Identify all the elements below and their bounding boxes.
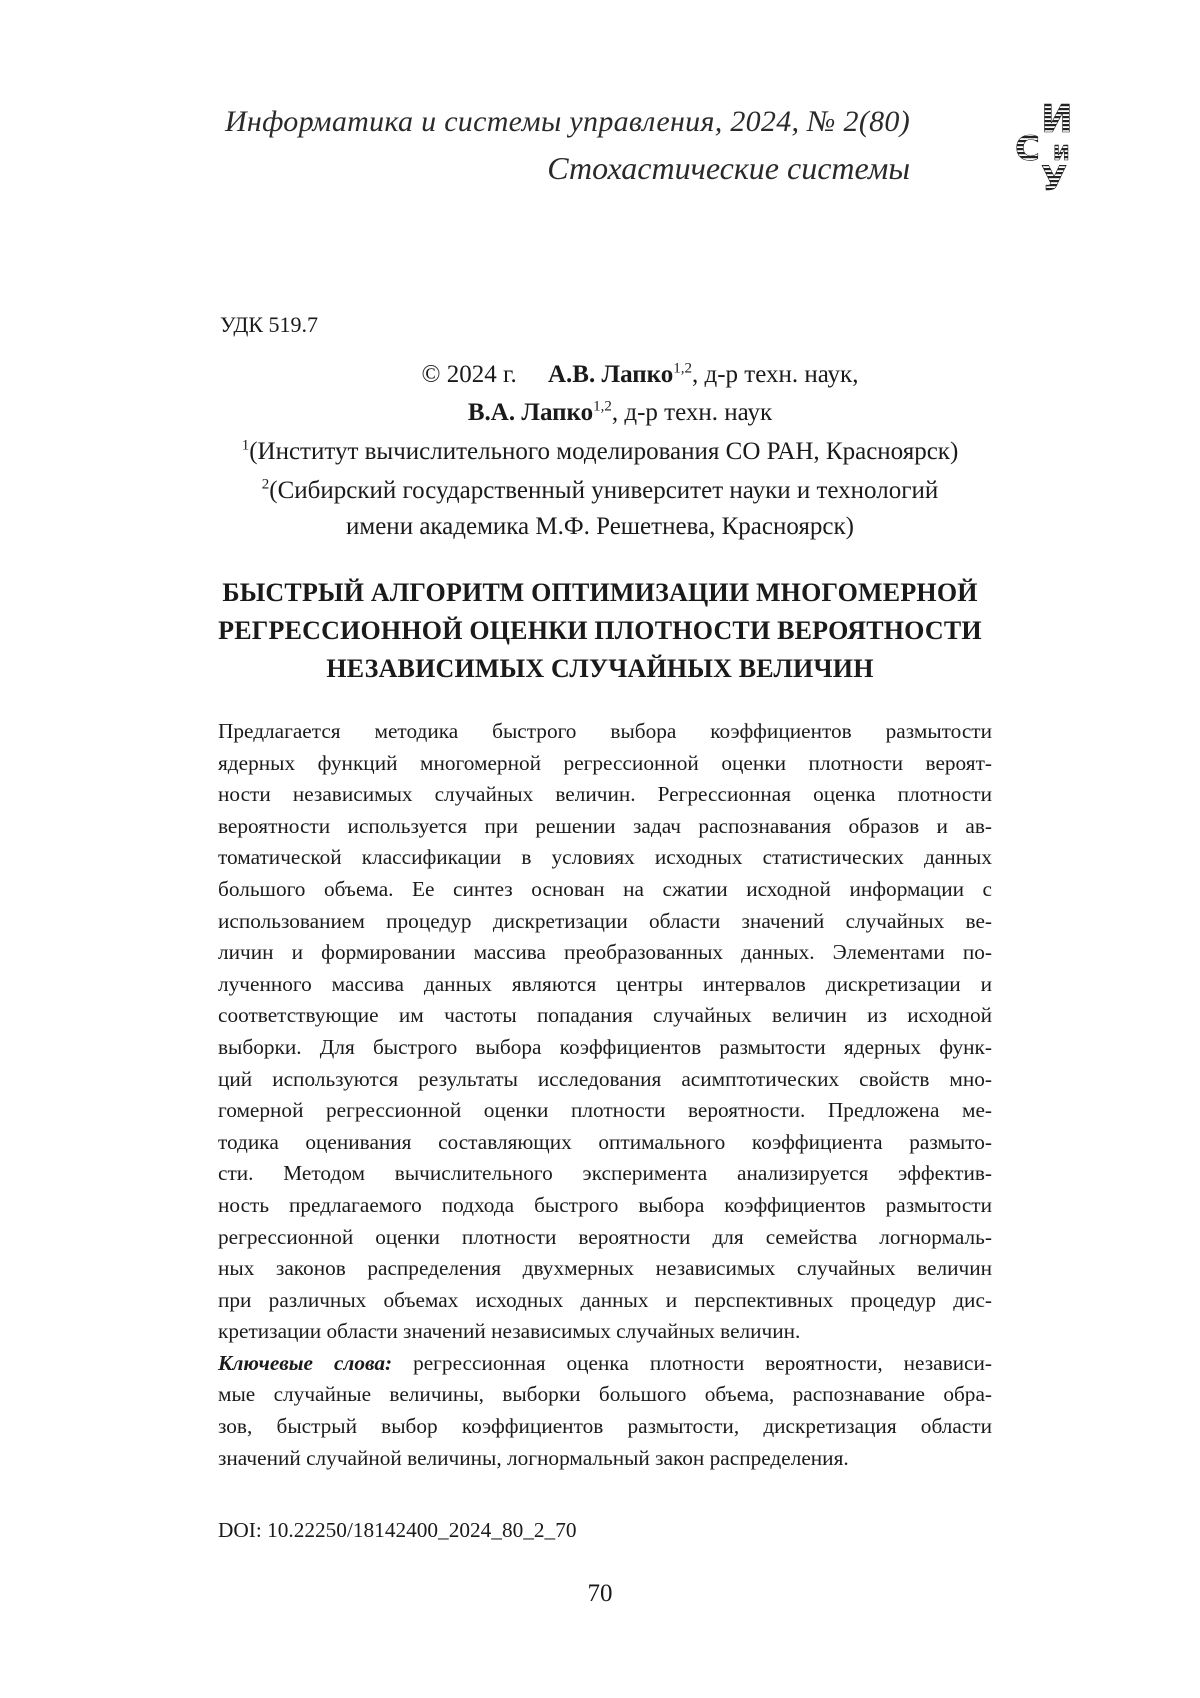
author-1-degree: , д-р техн. наук, (691, 361, 859, 388)
abstract (218, 716, 992, 1474)
author-line-1 (422, 361, 859, 388)
abstract-line: большого объема. Ее синтез основан на сжатии исходной информации с (218, 876, 992, 901)
article-title (150, 574, 1050, 688)
page-number: 70 (587, 1580, 613, 1607)
udc-code: УДК 519.7 (220, 312, 319, 337)
title-line: НЕЗАВИСИМЫХ СЛУЧАЙНЫХ ВЕЛИЧИН (326, 654, 874, 683)
logo-letter-i2: И (1053, 141, 1070, 165)
abstract-line: гомерной регрессионной оценки плотности вероятности. Предложена ме- (218, 1098, 992, 1123)
author-line-2 (468, 399, 772, 426)
keywords-line: мые случайные величины, выборки большого объема, распознавание обра- (218, 1382, 992, 1407)
journal-logo (1015, 100, 1085, 192)
logo-letter-s: С (1015, 129, 1040, 169)
affiliation-2 (0, 472, 1200, 509)
abstract-line: тодика оценивания составляющих оптимального коэффициента размыто- (218, 1129, 992, 1154)
title-line: БЫСТРЫЙ АЛГОРИТМ ОПТИМИЗАЦИИ МНОГОМЕРНОЙ (222, 578, 978, 607)
logo-letter-i1: И (1041, 100, 1073, 141)
author-2-degree: , д-р техн. наук (611, 399, 773, 426)
abstract-line: ных законов распределения двухмерных независимых случайных величин (218, 1256, 992, 1281)
affiliation-2-mark: 2 (261, 476, 270, 493)
keywords-line (218, 1348, 992, 1380)
abstract-line: ядерных функций многомерной регрессионной оценки плотности вероят- (218, 750, 992, 775)
title-line: РЕГРЕССИОННОЙ ОЦЕНКИ ПЛОТНОСТИ ВЕРОЯТНОСТИ (218, 616, 982, 645)
abstract-line: выборки. Для быстрого выбора коэффициентов размытости ядерных функ- (218, 1034, 992, 1059)
abstract-line: лученного массива данных являются центры интервалов дискретизации и (218, 971, 992, 996)
affiliation-1-text: (Институт вычислительного моделирования СО РАН, Красноярск) (249, 438, 959, 465)
logo-letter-u: У (1041, 159, 1068, 192)
author-1-affiliation-marks: 1,2 (673, 360, 692, 377)
keywords-line: зов, быстрый выбор коэффициентов размытости, дискретизация области (218, 1414, 992, 1439)
doi: DOI: 10.22250/18142400_2024_80_2_70 (218, 1518, 577, 1542)
journal-title-line: Информатика и системы управления, 2024, № 2(80) (224, 105, 910, 138)
abstract-line: томатической классификации в условиях исходных статистических данных (218, 845, 992, 870)
abstract-line: ций используются результаты исследования асимптотических свойств мно- (218, 1066, 992, 1091)
journal-header (225, 102, 910, 190)
abstract-line: кретизации области значений независимых случайных величин. (218, 1319, 801, 1344)
abstract-line: ность предлагаемого подхода быстрого выбора коэффициентов размытости (218, 1192, 992, 1217)
abstract-line: регрессионной оценки плотности вероятности для семейства логнормаль- (218, 1224, 992, 1249)
abstract-line: ности независимых случайных величин. Регрессионная оценка плотности (218, 782, 992, 807)
keywords-text: регрессионная оценка плотности вероятности, независи- (392, 1350, 992, 1375)
abstract-line: сти. Методом вычислительного эксперимента анализируется эффектив- (218, 1161, 992, 1186)
affiliation-1-mark: 1 (241, 437, 250, 454)
copyright-year: © 2024 г. (421, 361, 517, 388)
abstract-line: соответствующие им частоты попадания случайных величин из исходной (218, 1003, 992, 1028)
abstract-line: при различных объемах исходных данных и перспективных процедур дис- (218, 1287, 992, 1312)
author-2-name: В.А. Лапко (467, 399, 594, 426)
keywords-label: Ключевые слова: (218, 1350, 393, 1375)
author-1-name: А.В. Лапко (547, 361, 674, 388)
abstract-line: использованием процедур дискретизации области значений случайных ве- (218, 908, 992, 933)
affiliation-1 (0, 433, 1200, 470)
author-2-affiliation-marks: 1,2 (593, 398, 612, 415)
affiliation-2-text-line-1: (Сибирский государственный университет науки и технологий (269, 477, 939, 504)
affiliation-2-line-2: имени академика М.Ф. Решетнева, Красноярск) (346, 513, 854, 540)
abstract-line: вероятности используется при решении задач распознавания образов и ав- (218, 813, 992, 838)
section-title: Стохастические системы (547, 150, 910, 186)
abstract-line: Предлагается методика быстрого выбора коэффициентов размытости (218, 719, 992, 743)
keywords-line: значений случайной величины, логнормальный закон распределения. (218, 1445, 849, 1470)
abstract-line: личин и формировании массива преобразованных данных. Элементами по- (218, 940, 992, 965)
